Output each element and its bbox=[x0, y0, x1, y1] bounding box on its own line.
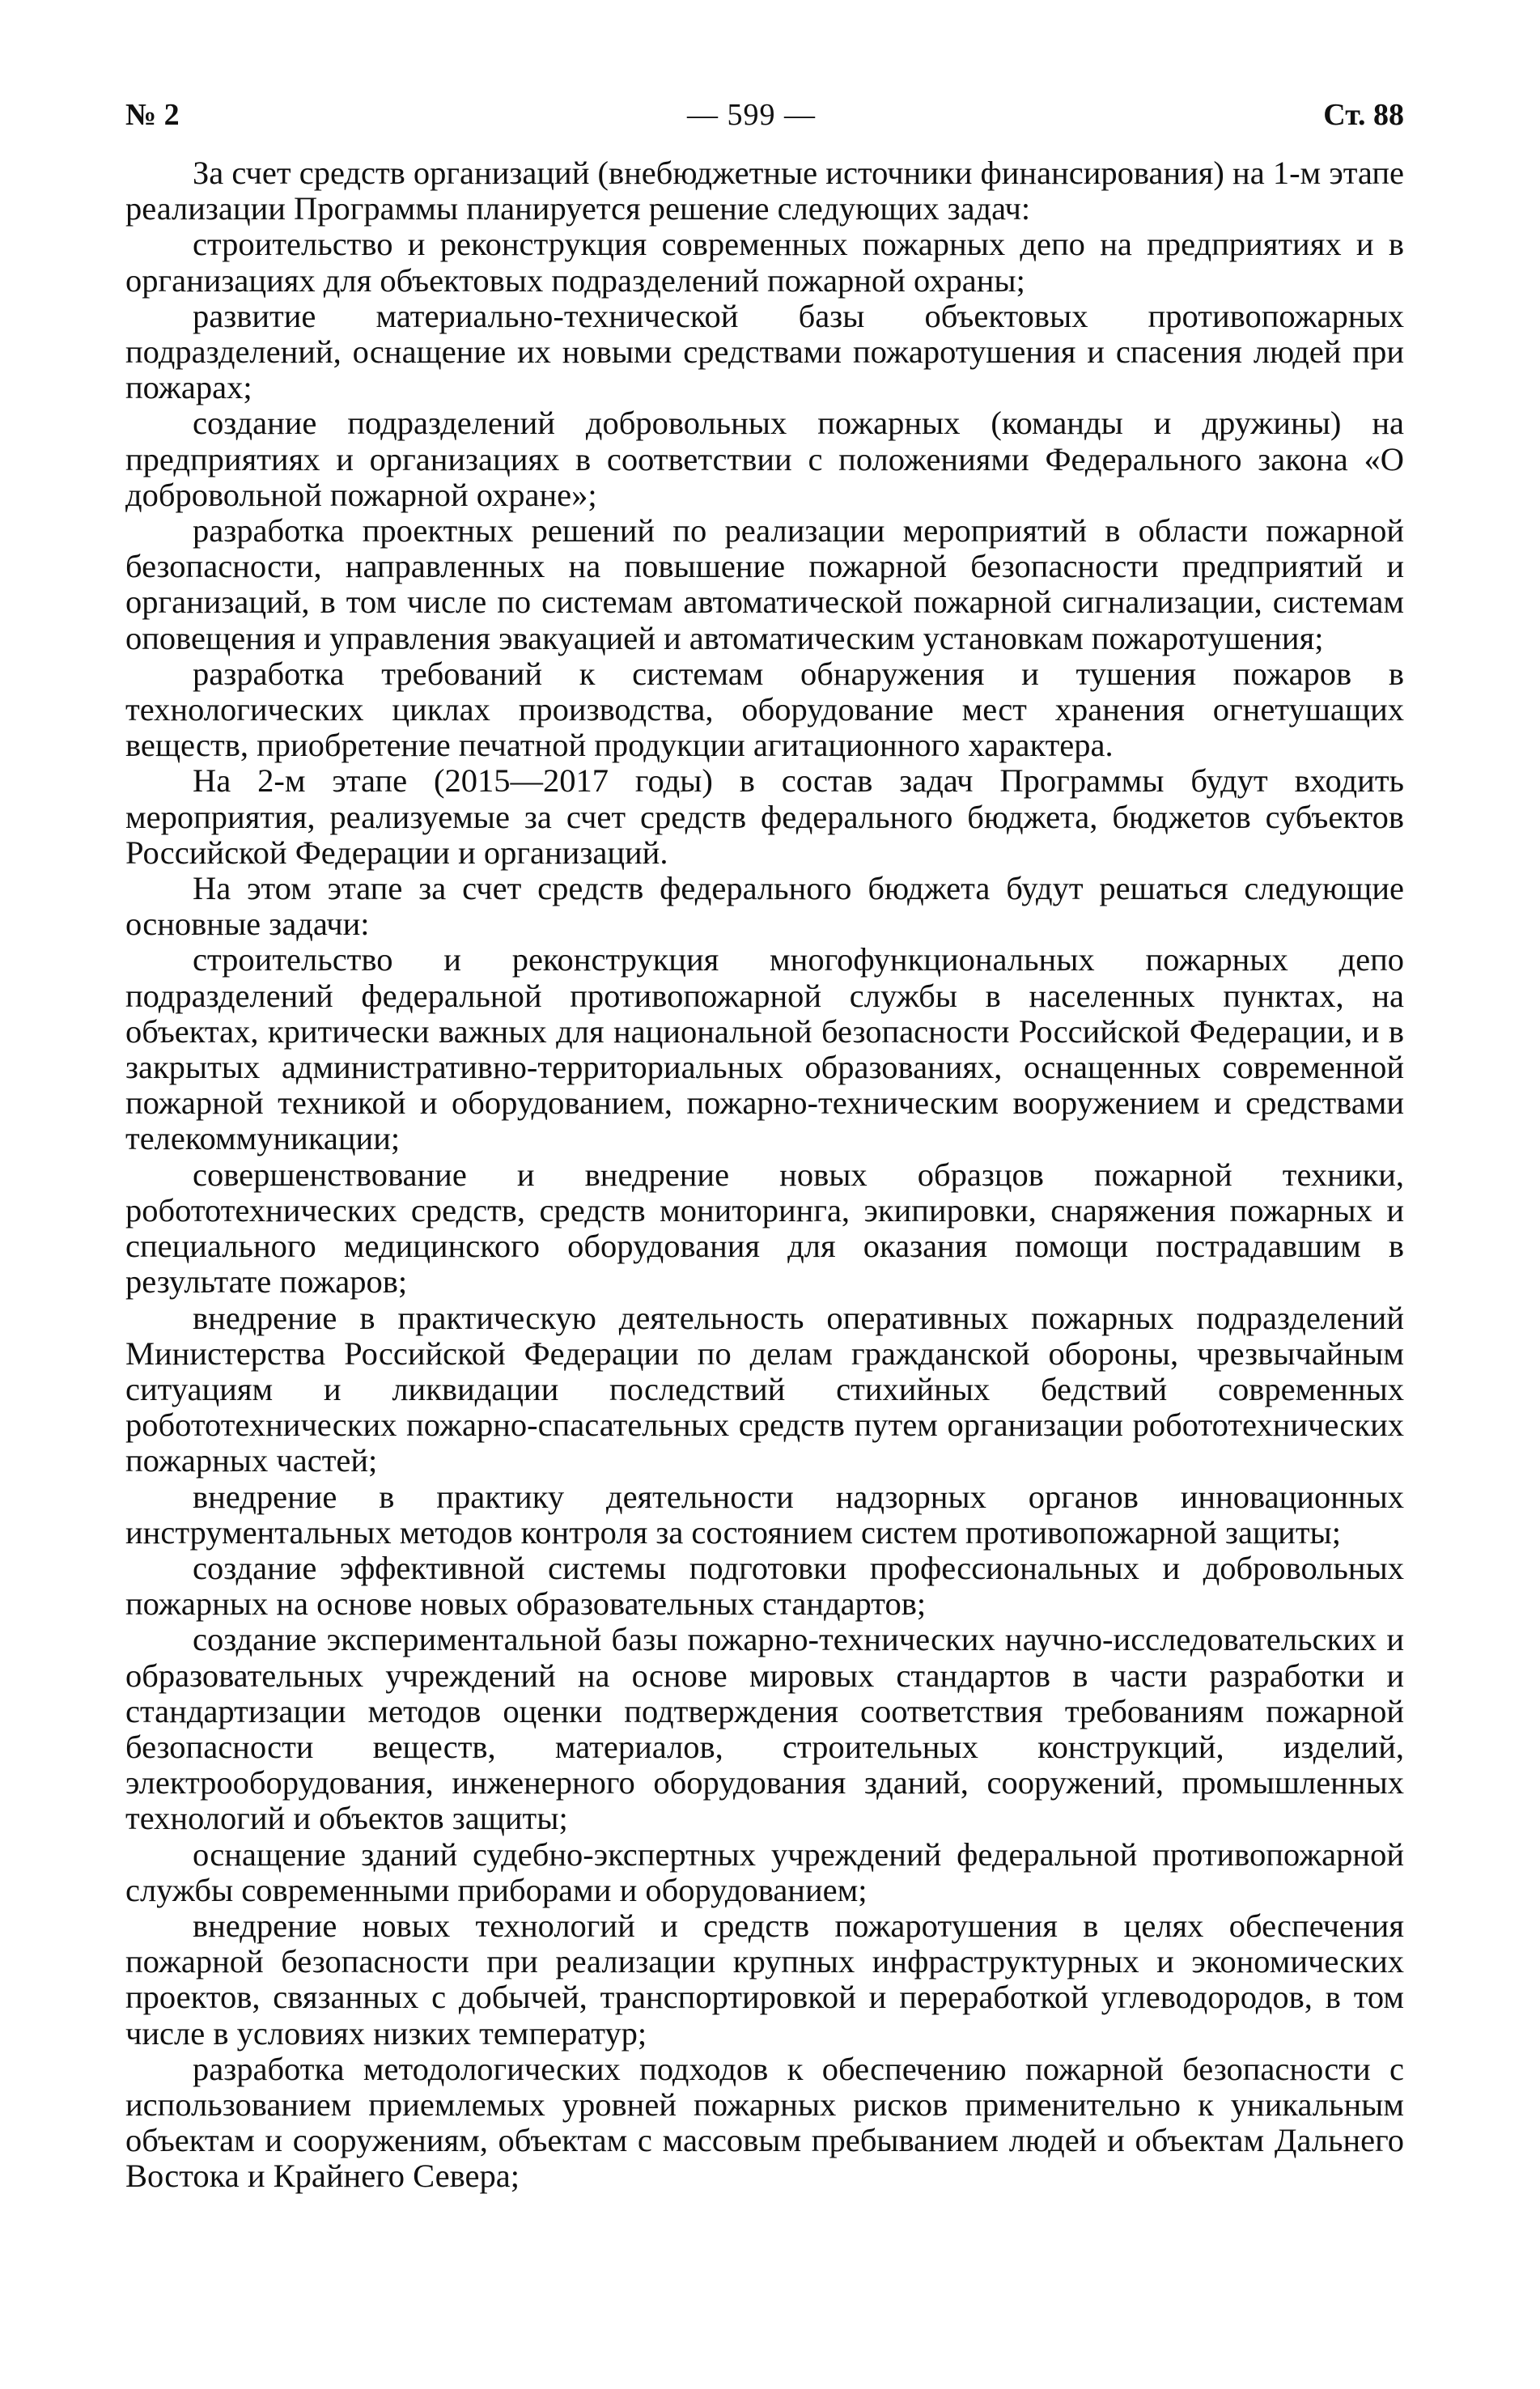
page-number: — 599 — bbox=[686, 98, 816, 132]
issue-number: № 2 bbox=[125, 98, 180, 132]
document-page bbox=[125, 97, 1404, 2195]
paragraph: На этом этапе за счет средств федерального бюджета будут решаться следующие основные задачи: bbox=[125, 870, 1404, 943]
paragraph: внедрение в практику деятельности надзорных органов инновационных инструментальных методов контроля за состоянием систем противопожарной защиты; bbox=[125, 1478, 1404, 1551]
paragraph: оснащение зданий судебно-экспертных учреждений федеральной противопожарной службы современными приборами и оборудованием; bbox=[125, 1835, 1404, 1908]
paragraph: совершенствование и внедрение новых образцов пожарной техники, робототехнических средств, средств мониторинга, экипировки, снаряжения пожарных и специального медицинского оборудования для оказания помощи пострадавшим в результате пожаров; bbox=[125, 1156, 1404, 1301]
paragraph: внедрение новых технологий и средств пожаротушения в целях обеспечения пожарной безопасности при реализации крупных инфраструктурных и экономических проектов, связанных с добычей, транспортировкой и переработкой углеводородов, в том числе в условиях низких температур; bbox=[125, 1907, 1404, 2052]
paragraph: На 2-м этапе (2015—2017 годы) в состав задач Программы будут входить мероприятия, реализуемые за счет средств федерального бюджета, бюджетов субъектов Российской Федерации и организаций. bbox=[125, 762, 1404, 871]
paragraph: разработка проектных решений по реализации мероприятий в области пожарной безопасности, направленных на повышение пожарной безопасности предприятий и организаций, в том числе по системам автоматической пожарной сигнализации, системам оповещения и управления эвакуацией и автоматическим установкам пожаротушения; bbox=[125, 512, 1404, 656]
article-reference: Ст. 88 bbox=[1323, 98, 1404, 132]
document-body bbox=[125, 155, 1404, 2195]
paragraph: внедрение в практическую деятельность оперативных пожарных подразделений Министерства Российской Федерации по делам гражданской обороны, чрезвычайным ситуациям и ликвидации последствий стихийных бедствий современных робототехнических пожарно-спасательных средств путем организации робототехнических пожарных частей; bbox=[125, 1299, 1404, 1479]
paragraph: создание экспериментальной базы пожарно-технических научно-исследовательских и образовательных учреждений на основе мировых стандартов в части разработки и стандартизации методов оценки подтверждения соответствия требованиям пожарной безопасности веществ, материалов, строительных конструкций, изделий, электрооборудования, инженерного оборудования зданий, сооружений, промышленных технологий и объектов защиты; bbox=[125, 1621, 1404, 1837]
paragraph: За счет средств организаций (внебюджетные источники финансирования) на 1-м этапе реализации Программы планируется решение следующих задач: bbox=[125, 155, 1404, 227]
paragraph: разработка требований к системам обнаружения и тушения пожаров в технологических циклах производства, оборудование мест хранения огнетушащих веществ, приобретение печатной продукции агитационного характера. bbox=[125, 655, 1404, 764]
paragraph: создание подразделений добровольных пожарных (команды и дружины) на предприятиях и организациях в соответствии с положениями Федерального закона «О добровольной пожарной охране»; bbox=[125, 405, 1404, 513]
paragraph: строительство и реконструкция современных пожарных депо на предприятиях и в организациях для объектовых подразделений пожарной охраны; bbox=[125, 226, 1404, 299]
paragraph: разработка методологических подходов к обеспечению пожарной безопасности с использованием приемлемых уровней пожарных рисков применительно к уникальным объектам и сооружениям, объектам с массовым пребыванием людей и объектам Дальнего Востока и Крайнего Севера; bbox=[125, 2050, 1404, 2195]
paragraph: развитие материально-технической базы объектовых противопожарных подразделений, оснащение их новыми средствами пожаротушения и спасения людей при пожарах; bbox=[125, 297, 1404, 406]
page-header bbox=[125, 97, 1404, 133]
paragraph: строительство и реконструкция многофункциональных пожарных депо подразделений федеральной противопожарной службы в населенных пунктах, на объектах, критически важных для национальной безопасности Российской Федерации, и в закрытых административно-территориальных образованиях, оснащенных современной пожарной техникой и оборудованием, пожарно-техническим вооружением и средствами телекоммуникации; bbox=[125, 941, 1404, 1157]
paragraph: создание эффективной системы подготовки профессиональных и добровольных пожарных на основе новых образовательных стандартов; bbox=[125, 1549, 1404, 1623]
